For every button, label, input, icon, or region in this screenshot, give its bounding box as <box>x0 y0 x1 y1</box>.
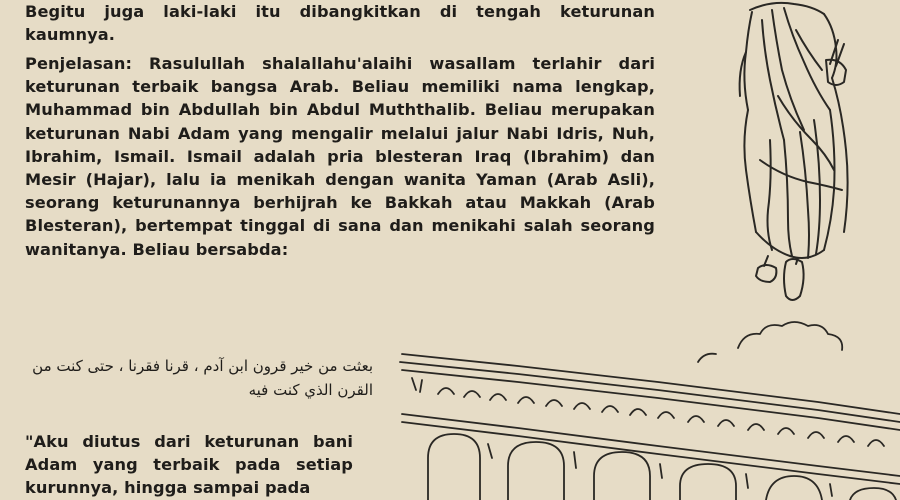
roman-toga-statue-icon <box>712 0 872 310</box>
arabic-hadith: بعثت من خير قرون ابن آدم ، قرنا فقرنا ، حتى كنت من القرن الذي كنت فيه <box>32 357 373 399</box>
intro-paragraph: Begitu juga laki-laki itu dibangkitkan di tengah keturunan kaumnya. <box>25 2 655 45</box>
hadith-translation: "Aku diutus dari keturunan bani Adam yang terbaik pada setiap kurunnya, hingga sampai pada <box>25 432 353 498</box>
explanation-paragraph: Penjelasan: Rasulullah shalallahu'alaihi wasallam terlahir dari keturunan terbaik bangsa Arab. Beliau memiliki nama lengkap, Muhammad bin Abdullah bin Abdul Muththalib. Beliau merupakan keturunan Nabi Adam yang mengalir melalui jalur Nabi Idris, Nuh, Ibrahim, Ismail. Ismail adalah pria blesteran Iraq (Ibrahim) dan Mesir (Hajar), lalu ia menikah dengan wanita Yaman (Arab Asli), seorang keturunannya berhijrah ke Bakkah atau Makkah (Arab Blesteran), bertempat tinggal di sana dan menikahi salah seorang wanitanya. Beliau bersabda: <box>25 54 655 259</box>
roman-aqueduct-icon <box>398 318 900 500</box>
